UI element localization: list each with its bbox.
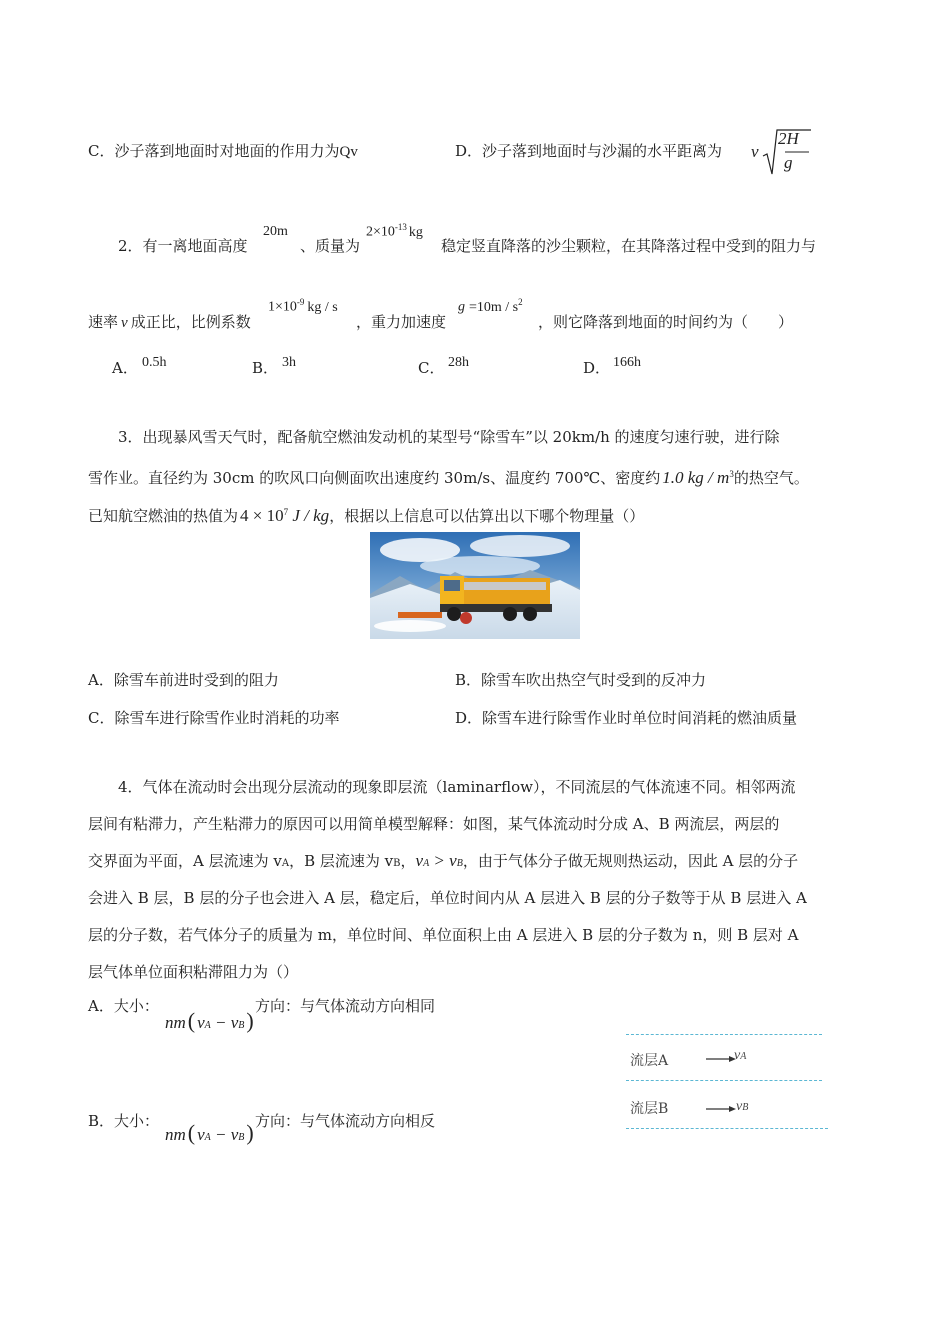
layer-a-label: 流层A <box>630 1053 669 1069</box>
q2-option-b-value: 3h <box>282 355 296 370</box>
q1-option-d: D．沙子落到地面时与沙漏的水平距离为 <box>455 142 723 160</box>
q2-option-c-value: 28h <box>448 355 469 370</box>
q2-option-a: A． <box>112 359 138 377</box>
q1-option-c: C．沙子落到地面时对地面的作用力为Qv <box>88 142 358 160</box>
q4-stem-line4: 会进入 B 层，B 层的分子也会进入 A 层，稳定后，单位时间内从 A 层进入 B 层的分子数等于从 B 层进入 A <box>88 889 807 907</box>
q2-option-d-value: 166h <box>613 355 641 370</box>
q2-stem-line1: 2．有一离地面高度 <box>118 237 248 255</box>
q2-gravity: $g =10m / s^2$ <box>458 297 523 315</box>
q2-height: 20m <box>263 224 288 239</box>
sqrt-expression: v 2H g <box>751 126 813 178</box>
q2-mass: $2\times 10^{-13}$ kg <box>366 222 423 240</box>
q2-stem-line2-end: ，则它降落到地面的时间约为（ ） <box>538 313 794 331</box>
q2-stem-line1-end: 稳定竖直降落的沙尘颗粒，在其降落过程中受到的阻力与 <box>441 237 817 255</box>
snowplow-image <box>370 532 580 639</box>
arrow-right-icon <box>706 1054 736 1064</box>
q4-stem-line6: 层气体单位面积粘滞阻力为（） <box>88 963 299 981</box>
q4-option-a-label: A．大小： <box>88 997 159 1015</box>
q3-option-a: A．除雪车前进时受到的阻力 <box>88 671 279 689</box>
layer-b-label: 流层B <box>630 1101 669 1117</box>
q4-stem-line5: 层的分子数，若气体分子的质量为 m，单位时间、单位面积上由 A 层进入 B 层的分子数为 n，则 B 层对 A <box>88 926 799 944</box>
q2-text-gravity: ，重力加速度 <box>356 313 447 331</box>
q3-stem-line1: 3．出现暴风雪天气时，配备航空燃油发动机的某型号“除雪车”以 20km/h 的速度匀速行驶，进行除 <box>118 428 780 446</box>
q2-option-a-value: 0.5h <box>142 355 167 370</box>
q3-stem-line3: 已知航空燃油的热值为 $4 \times 10^7$ J / kg，根据以上信息可以估算出以下哪个物理量（） <box>88 506 645 525</box>
q4-option-a-direction: 方向：与气体流动方向相同 <box>255 997 436 1015</box>
q2-option-c: C． <box>418 359 445 377</box>
q2-option-d: D． <box>583 359 611 377</box>
arrow-right-icon <box>706 1104 736 1114</box>
q3-option-b: B．除雪车吹出热空气时受到的反冲力 <box>455 671 707 689</box>
q4-stem-line3: 交界面为平面，A 层流速为 vA，B 层流速为 vB，vA > vB，由于气体分子做无规则热运动，因此 A 层的分子 <box>88 851 799 870</box>
q3-stem-line2: 雪作业。直径约为 30cm 的吹风口向侧面吹出速度约 30m/s、温度约 700℃、密度约 1.0 kg / $m^3$的热空气。 <box>88 468 809 487</box>
q3-option-c: C．除雪车进行除雪作业时消耗的功率 <box>88 709 340 727</box>
q3-option-d: D．除雪车进行除雪作业时单位时间消耗的燃油质量 <box>455 709 798 727</box>
boundary-line-top <box>626 1034 822 1035</box>
laminar-flow-figure <box>620 1028 832 1136</box>
q4-stem-line1: 4．气体在流动时会出现分层流动的现象即层流（laminarflow），不同流层的气体流速不同。相邻两流 <box>118 778 796 796</box>
q2-text-mass: 、质量为 <box>300 237 361 255</box>
q4-option-b-label: B．大小： <box>88 1112 160 1130</box>
layer-a-velocity: vA <box>734 1048 747 1063</box>
boundary-line-middle <box>626 1080 822 1081</box>
q2-stem-line2: 速率 v 成正比，比例系数 <box>88 313 251 331</box>
q2-option-b: B． <box>252 359 279 377</box>
q2-coefficient: $1\times 10^{-9}$ kg / s <box>268 297 338 315</box>
q4-stem-line2: 层间有粘滞力，产生粘滞力的原因可以用简单模型解释：如图，某气体流动时分成 A、B 两流层，两层的 <box>88 815 780 833</box>
q4-option-a-expression: nm( vA − vB) <box>165 1008 254 1033</box>
boundary-line-bottom <box>626 1128 828 1129</box>
q4-option-b-expression: nm( vA − vB) <box>165 1120 254 1145</box>
layer-b-velocity: vB <box>736 1099 749 1114</box>
q4-option-b-direction: 方向：与气体流动方向相反 <box>255 1112 436 1130</box>
